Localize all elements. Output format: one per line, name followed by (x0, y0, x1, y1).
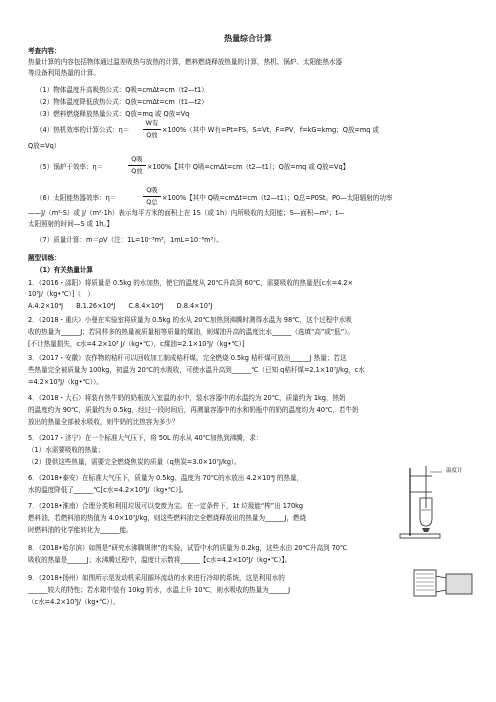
formula-5-denominator: Q放 (131, 167, 143, 175)
formula-4-numerator: W有 (145, 119, 159, 127)
question-1-line-1: 1．（2016・邵阳）将质量是 0.5kg 的水加热，使它的温度从 20℃升高到 60℃，需要吸收的热量是[c水=4.2× (28, 279, 354, 287)
practice-subheading: （1）有关热量计算 (36, 266, 93, 274)
formula-6-numerator: Q吸 (146, 186, 158, 194)
formula-6-continuation-2: 太阳照射的时间—S 或 1h。】 (28, 220, 114, 228)
question-7-line-3: 时燃料油的化学能转化为______能。 (28, 526, 133, 534)
question-5-part-2: （2）提供这些热量，需要完全燃烧焦炭的质量（q焦炭=3.0×10⁷J/kg）。 (28, 458, 241, 466)
formula-4-denominator: Q放 (146, 131, 158, 139)
intro-heading: 考查内容： (28, 47, 61, 55)
question-4-line-2: 的温度约为 90℃，质量约为 0.5kg，经过一段时间后，再测量容器中的水和奶瓶中的奶的温度均为 40℃，若牛奶 (28, 406, 359, 414)
formula-5-suffix: ×100%【其中 Q吸=cmΔt=cm（t2—t1）；Q放=mq 或 Q放=Vq】 (147, 163, 350, 171)
question-3-line-2: 些热量完全被质量为 100kg，初温为 20℃的水吸收，可使水温升高到______℃（已知 q秸秆煤=2.1×10⁷J/kg，c水 (28, 366, 365, 374)
question-9-line-2: ______较大的特性；若水箱中装有 10kg 的水，水温上升 10℃，则水吸收的热量为______J (28, 586, 291, 594)
question-4-line-1: 4．（2018・大石）将装有热牛奶的奶瓶放入室温的水中，装水容器中的水温约为 20℃，质量约为 1kg，热奶 (28, 394, 346, 402)
formula-6-fraction-bar (143, 196, 161, 197)
question-5-part-1: （1）水需要吸收的热量； (28, 446, 105, 454)
formula-6-suffix: ×100%【其中 Q吸=cmΔt=cm（t2—t1）；Q总=P0St。P0—太阳辐射的功率 (162, 194, 393, 202)
formula-7: （7）质量计算：m＝ρV（注：1L=10⁻³m³，1mL=10⁻⁶m³）。 (36, 236, 223, 244)
formula-2: （2）物体温度降低放热公式：Q放=cmΔt=cm（t1—t2） (36, 98, 208, 106)
engine-cooling-figure (412, 566, 476, 602)
question-6-line-1: 6．（2018•泰安）在标准大气压下，质量为 0.5kg、温度为 70℃的水放出 4.2×10⁴J 的热量， (28, 474, 304, 482)
formula-1: （1）物体温度升高吸热公式：Q吸=cmΔt=cm（t2—t1） (36, 86, 208, 94)
formula-5-fraction-bar (128, 165, 146, 166)
question-3-line-1: 3．（2017・安徽）农作物的秸秆可以回收加工制成秸秆煤。完全燃烧 0.5kg 秸秆煤可放出______J 热量；若这 (28, 354, 347, 362)
formula-4-suffix: ×100%（其中 W有=Pt=FS，S=Vt，F=PV，f=kG=kmg；Q放=mq 或 (162, 126, 379, 134)
question-7-line-1: 7．（2018•淮南）合理分类和利用垃圾可以变废为宝。在一定条件下，1t 垃圾能“榨”出 170kg (28, 502, 304, 510)
question-2-line-1: 2．（2018・重庆）小曼在实验室将质量为 0.5kg 的水从 20℃加热到沸腾时测得水温为 98℃，这个过程中水吸 (28, 316, 352, 324)
formula-6-prefix: （6）太阳能热器效率：η＝ (36, 194, 117, 202)
formula-4-fraction-bar (143, 129, 161, 130)
formula-6-denominator: Q总 (146, 198, 158, 206)
question-9-line-1: 9．（2018•扬州）如图所示是发动机采用循环流动的水来进行冷却的系统，这是利用水的 (28, 574, 285, 582)
formula-4-prefix: （4）热机效率的计算公式：η＝ (36, 126, 130, 134)
intro-text-2: 等设备利用热量的计算。 (28, 69, 100, 77)
question-3-line-3: =4.2×10³J/（kg•℃））。 (28, 378, 103, 386)
formula-4-continuation: Q放=Vq） (28, 142, 61, 150)
formula-3: （3）燃料燃烧释放热量公式：Q放=mq 或 Q放=Vq (36, 110, 190, 118)
doc-title: 热量综合计算 (224, 34, 272, 43)
question-2-line-2: 收的热量为______J；若同样多的热量被质量相等质量的煤油，则煤油升高的温度比水______（选填“高”或“低”）。 (28, 328, 354, 336)
practice-heading: 题型训练： (28, 254, 61, 262)
intro-text-1: 热量计算的内容包括物体通过温差吸热与放热的计算，燃料燃烧释放热量的计算，热机、锅炉、太阳能热水器 (28, 58, 343, 66)
question-7-line-2: 燃料油，若燃料油的热值为 4.0×10⁷J/kg，则这些燃料油完全燃烧释放出的热量为______J，燃烧 (28, 514, 307, 522)
formula-6-continuation: ——J/（m²·S）或 J/（m²·1h）表示每平方米的面积上在 1S（或 1h）内所吸收的太阳能；S—面积—m²；t— (28, 209, 345, 217)
formula-5-prefix: （5）锅炉于效率：η＝ (36, 163, 104, 171)
question-5-line-1: 5．（2017・济宁）在一个标准大气压下，将 50L 的水从 40℃加热到沸腾，求： (28, 434, 263, 442)
question-8-line-1: 8．（2018•哈尔滨）如图是“研究水沸腾规律”的实验，试管中水的质量为 0.2kg，这些水由 20℃升高到 70℃ (28, 544, 348, 552)
question-4-line-3: 放出的热量全部被水吸收，则牛奶的比热容为多少？ (28, 418, 179, 426)
formula-5-numerator: Q吸 (131, 155, 143, 163)
question-1-line-2: 10³J/（kg•℃）]（ ） (28, 290, 94, 298)
question-9-line-3: （c水=4.2×10³J/（kg•℃））。 (28, 598, 120, 606)
figure-label-thermometer: 温度计 (446, 468, 463, 474)
question-1-options: A.4.2×10⁴J B.1.26×10⁴J C.8.4×10⁴J D.8.4×10⁷J (28, 302, 213, 310)
question-8-line-2: 吸收的热量是______J；水沸腾过程中，温度计示数将______【c水=4.2×10³J/（kg•℃）】。 (28, 556, 292, 564)
question-6-line-2: 水的温度降低了______℃[c水=4.2×10³J/（kg•℃）]。 (28, 486, 188, 494)
question-2-line-3: [不计热量损失，c水=4.2×10³ J/（kg•℃），c煤油=2.1×10³J/（kg•℃）] (28, 340, 245, 348)
